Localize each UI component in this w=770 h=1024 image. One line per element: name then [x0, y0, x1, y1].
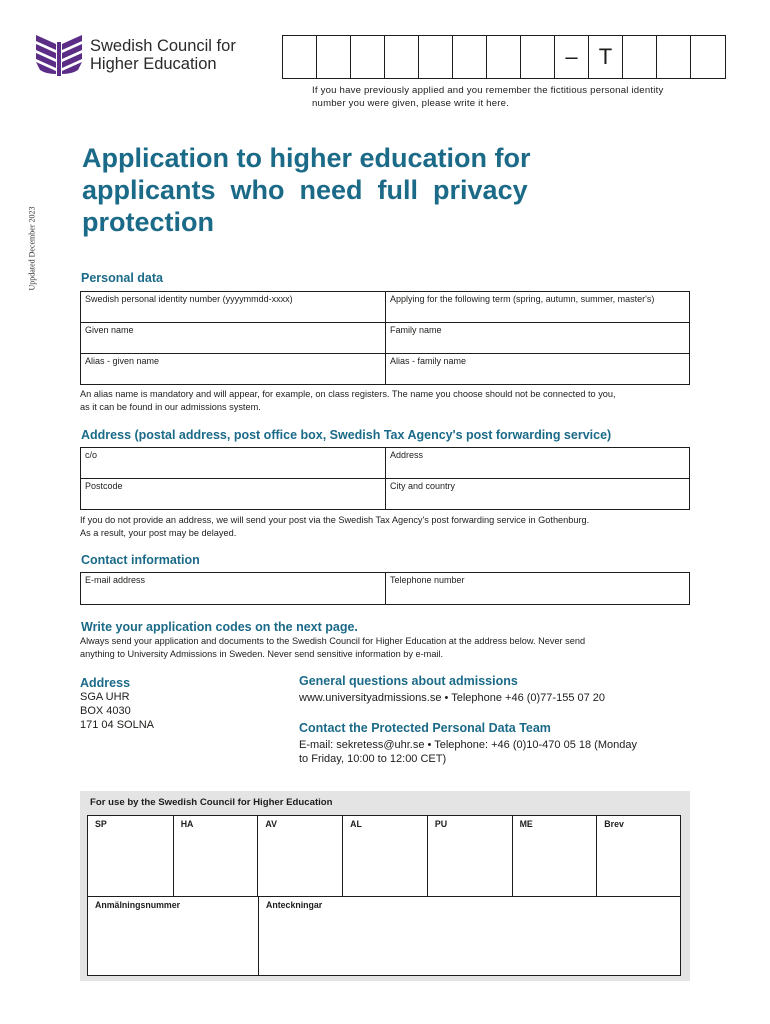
- admin-use-title: For use by the Swedish Council for Higher Education: [90, 797, 333, 808]
- org-name: Swedish Council for Higher Education: [90, 37, 236, 73]
- address-form: [80, 447, 690, 510]
- address-field[interactable]: Address: [385, 448, 689, 478]
- form-row: [81, 478, 689, 509]
- personal-data-form: [80, 291, 690, 385]
- general-questions-heading: General questions about admissions: [299, 674, 518, 688]
- admin-cell-me[interactable]: ME: [512, 816, 597, 896]
- personal-data-heading: Personal data: [81, 271, 163, 285]
- id-box[interactable]: –: [555, 36, 589, 78]
- general-questions: [299, 674, 605, 705]
- admin-cell-pu[interactable]: PU: [427, 816, 512, 896]
- address-line: SGA UHR: [80, 691, 130, 703]
- address-line: 171 04 SOLNA: [80, 719, 154, 731]
- admin-row: [88, 897, 680, 976]
- uhr-logo-icon: [34, 32, 94, 82]
- admin-cell-ha[interactable]: HA: [173, 816, 258, 896]
- alias-given-name-field[interactable]: Alias - given name: [85, 356, 160, 366]
- id-box[interactable]: [385, 36, 419, 78]
- id-box[interactable]: [419, 36, 453, 78]
- id-box[interactable]: [657, 36, 691, 78]
- postal-address-heading: Address: [80, 676, 131, 690]
- id-box[interactable]: [351, 36, 385, 78]
- address-heading: Address (postal address, post office box, Swedish Tax Agency's post forwarding service): [81, 428, 612, 442]
- codes-heading: Write your application codes on the next page.: [81, 620, 358, 634]
- co-field[interactable]: c/o: [85, 450, 98, 460]
- protected-data-heading: Contact the Protected Personal Data Team: [299, 721, 551, 735]
- general-contact-line[interactable]: www.universityadmissions.se • Telephone +46 (0)77-155 07 20: [299, 692, 606, 704]
- admin-cell-notes[interactable]: Anteckningar: [258, 897, 680, 976]
- alias-note: An alias name is mandatory and will appear, for example, on class registers. The name you choose should not be connected to you, as it can be found in our admissions system.: [80, 389, 616, 412]
- id-box[interactable]: [487, 36, 521, 78]
- form-row: [81, 448, 689, 478]
- id-box[interactable]: [283, 36, 317, 78]
- form-row: [81, 322, 689, 353]
- admin-cell-al[interactable]: AL: [342, 816, 427, 896]
- address-note: If you do not provide an address, we will send your post via the Swedish Tax Agency's post forwarding service in Gothenburg. As a result, your post may be delayed.: [80, 515, 590, 538]
- id-box[interactable]: [521, 36, 555, 78]
- contact-form: [80, 572, 690, 605]
- codes-note: Always send your application and documents to the Swedish Council for Higher Education at the address below. Never send anything to University Admissions in Sweden. Never send sensitive information by e-mail.: [80, 636, 586, 659]
- address-line: BOX 4030: [80, 705, 131, 717]
- protected-contact-line[interactable]: E-mail: sekretess@uhr.se • Telephone: +46 (0)10-470 05 18 (Monday: [299, 739, 637, 751]
- admin-row: [88, 816, 680, 897]
- id-box[interactable]: [691, 36, 725, 78]
- id-box[interactable]: [453, 36, 487, 78]
- admin-cell-av[interactable]: AV: [257, 816, 342, 896]
- telephone-field[interactable]: Telephone number: [385, 573, 689, 604]
- email-field[interactable]: E-mail address: [85, 575, 146, 585]
- personal-id-boxes[interactable]: [282, 35, 726, 79]
- form-row: [81, 353, 689, 384]
- given-name-field[interactable]: Given name: [85, 325, 134, 335]
- city-country-field[interactable]: City and country: [385, 479, 689, 509]
- identity-number-field[interactable]: Swedish personal identity number (yyyymmdd-xxxx): [85, 294, 293, 304]
- form-row: [81, 573, 689, 604]
- protected-hours-line: to Friday, 10:00 to 12:00 CET): [299, 753, 447, 765]
- updated-label: Uppdated December 2023: [27, 206, 37, 291]
- contact-heading: Contact information: [81, 553, 200, 567]
- page-title: Application to higher education for applicants who need full privacy protection: [82, 143, 531, 237]
- admin-cell-application-number[interactable]: Anmälningsnummer: [95, 900, 181, 910]
- id-box[interactable]: T: [589, 36, 623, 78]
- id-box[interactable]: [623, 36, 657, 78]
- alias-family-name-field[interactable]: Alias - family name: [385, 354, 689, 384]
- admin-cell-sp[interactable]: SP: [95, 819, 107, 829]
- admin-use-grid: [87, 815, 681, 976]
- id-note: If you have previously applied and you remember the fictitious personal identity number you were given, please write it here.: [312, 85, 664, 109]
- family-name-field[interactable]: Family name: [385, 323, 689, 353]
- term-field[interactable]: Applying for the following term (spring, autumn, summer, master's): [385, 292, 689, 322]
- id-box[interactable]: [317, 36, 351, 78]
- admin-cell-brev[interactable]: Brev: [596, 816, 680, 896]
- protected-data-team: [299, 721, 637, 766]
- form-row: [81, 292, 689, 322]
- postcode-field[interactable]: Postcode: [85, 481, 123, 491]
- postal-address: [80, 676, 154, 732]
